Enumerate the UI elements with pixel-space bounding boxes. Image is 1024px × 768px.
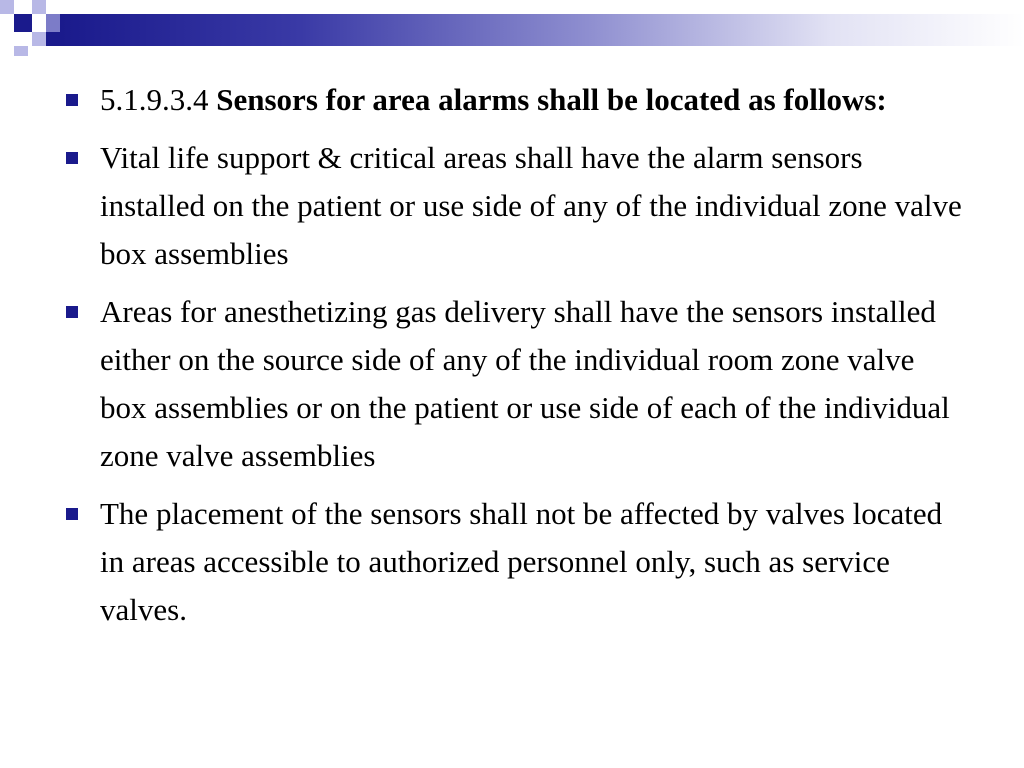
bullet-item [64, 76, 964, 124]
bullet-item [64, 490, 964, 634]
decor-square-icon [14, 14, 32, 32]
square-bullet-icon [66, 152, 78, 164]
decor-square-icon [32, 0, 46, 14]
slide-body [64, 76, 964, 644]
bullet-list [64, 76, 964, 634]
square-bullet-icon [66, 508, 78, 520]
square-bullet-icon [66, 94, 78, 106]
header-gradient-bar [60, 14, 1024, 46]
decor-square-icon [0, 0, 14, 14]
decor-square-icon [46, 14, 60, 32]
bullet-text: The placement of the sensors shall not be affected by valves located in areas accessible to authorized personnel only, such as service valves. [100, 496, 943, 627]
decor-square-icon [32, 32, 46, 46]
decor-square-icon [14, 46, 28, 56]
bullet-text: Areas for anesthetizing gas delivery shall have the sensors installed either on the source side of any of the individual room zone valve box assemblies or on the patient or use side of each of the individual zone valve assemblies [100, 294, 950, 473]
bullet-item [64, 288, 964, 480]
section-heading: Sensors for area alarms shall be located as follows: [216, 82, 887, 117]
bullet-item [64, 134, 964, 278]
decor-square-icon [46, 32, 60, 46]
section-number: 5.1.9.3.4 [100, 82, 217, 117]
bullet-text: Vital life support & critical areas shall have the alarm sensors installed on the patient or use side of any of the individual zone valve box assemblies [100, 140, 962, 271]
square-bullet-icon [66, 306, 78, 318]
